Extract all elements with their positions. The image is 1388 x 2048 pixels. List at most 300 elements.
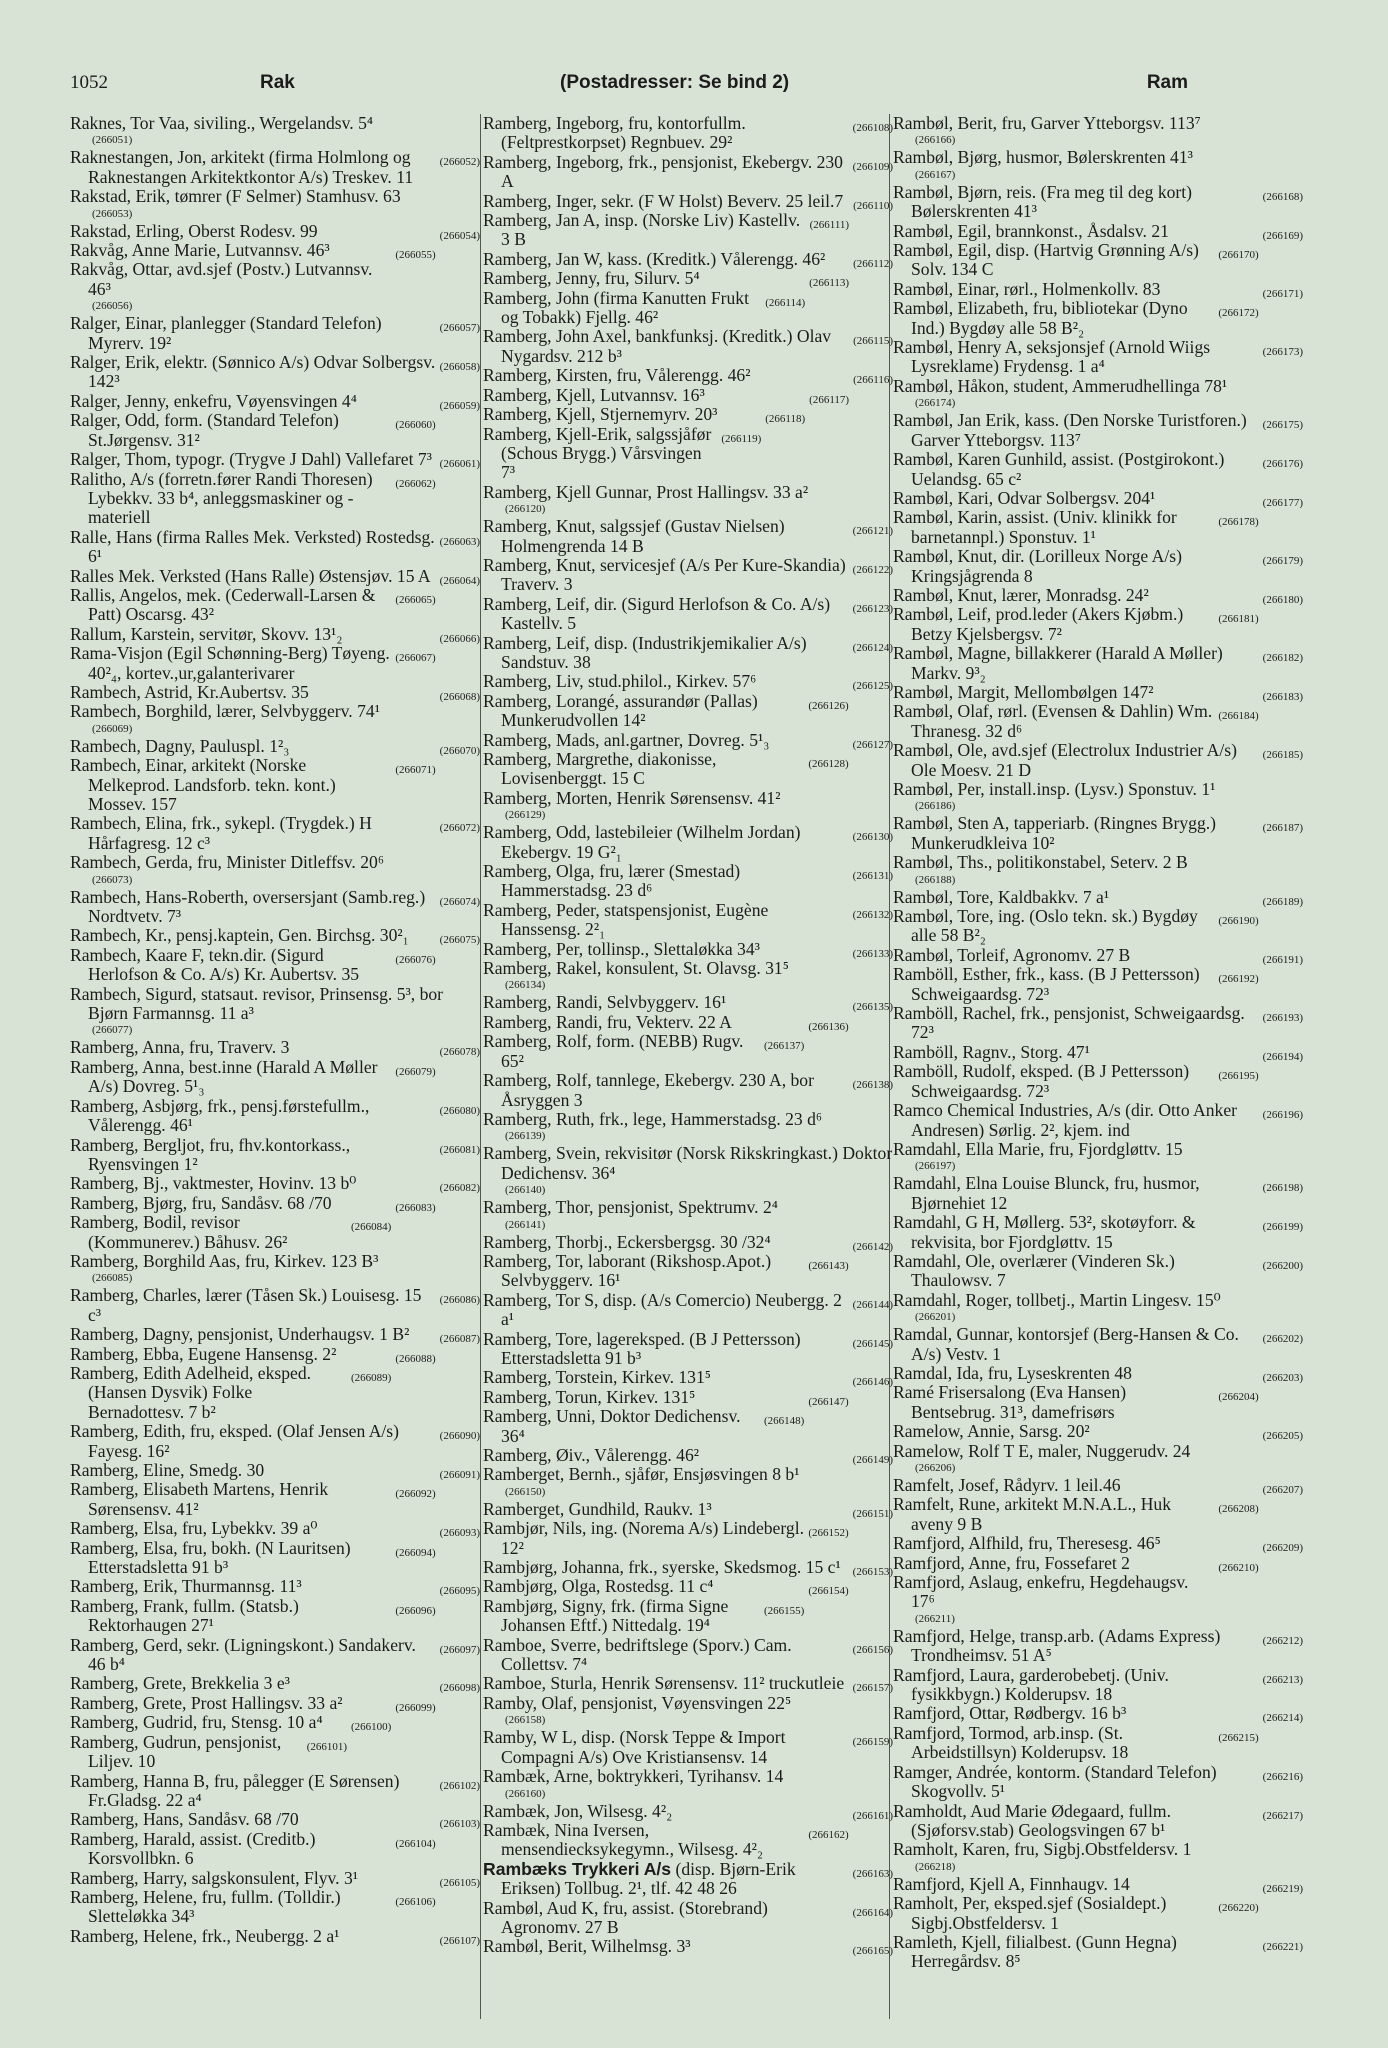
entry-phone-number: (266216) <box>1262 1770 1303 1783</box>
directory-entry <box>893 222 1303 241</box>
directory-entry <box>70 241 480 260</box>
entry-text: Ramfelt, Rune, arkitekt M.N.A.L., Huk aveny 9 B <box>893 1494 1172 1534</box>
directory-entry <box>893 1252 1303 1291</box>
directory-entry <box>893 702 1303 741</box>
entry-text: Ramger, Andrée, kontorm. (Standard Telefon) Skogvollv. 5¹ <box>893 1761 1217 1802</box>
entry-text: Ramberg, Hans, Sandåsv. 68 /70 <box>70 1809 299 1830</box>
entry-text: Rambøl, Magne, billakkerer (Harald A Møller) Markv. 9³₂ <box>893 643 1223 683</box>
directory-entry <box>483 993 893 1012</box>
entry-text: Ramby, W L, disp. (Norsk Teppe & Import Compagni A/s) Ove Kristiansensv. 14 <box>483 1727 786 1767</box>
entry-text: Ramberg, Mads, anl.gartner, Dovreg. 5¹₃ <box>483 729 770 750</box>
directory-entry <box>893 547 1303 586</box>
entry-text: Ramdahl, Ella Marie, fru, Fjordgløttv. 15 <box>893 1138 1183 1159</box>
entry-phone-number: (266058) <box>439 361 480 374</box>
entry-text: Ramberg, Jan A, insp. (Norske Liv) Kastellv. 3 B <box>483 210 801 250</box>
directory-entry <box>893 148 1303 182</box>
entry-text: Ramberg, Ingeborg, frk., pensjonist, Ekebergv. 230 A <box>483 151 843 192</box>
directory-entry <box>483 1388 893 1407</box>
directory-entry <box>70 853 480 887</box>
directory-entry <box>70 985 480 1039</box>
entry-phone-number: (266158) <box>505 1714 546 1727</box>
entry-text: Rambøl, Knut, dir. (Lorilleux Norge A/s) Kringsjågrenda 8 <box>893 546 1182 586</box>
entry-text: Ramboe, Sturla, Henrik Sørensensv. 11² truckutleie <box>483 1673 845 1694</box>
directory-entry <box>893 508 1303 547</box>
entry-phone-number: (266077) <box>92 1024 133 1037</box>
entry-phone-number: (266122) <box>852 563 893 576</box>
entry-phone-number: (266169) <box>1262 229 1303 242</box>
entry-phone-number: (266139) <box>505 1130 546 1143</box>
directory-entry <box>893 183 1303 222</box>
entry-text: Rambøl, Bjørg, husmor, Bølerskrenten 41³ <box>893 147 1193 168</box>
entry-phone-number: (266100) <box>351 1721 392 1734</box>
directory-entry <box>70 625 480 644</box>
directory-entry <box>893 780 1303 814</box>
directory-entry <box>70 1597 480 1636</box>
entry-phone-number: (266092) <box>395 1488 436 1501</box>
entry-text: Ramböll, Rudolf, eksped. (B J Pettersson) Schweigaardsg. 72³ <box>893 1061 1190 1101</box>
directory-entry <box>893 299 1303 338</box>
entry-text: Rambjørg, Olga, Rostedsg. 11 c⁴ <box>483 1576 714 1597</box>
entry-text: Ramberg, Frank, fullm. (Statsb.) Rektorhaugen 27¹ <box>70 1595 299 1636</box>
directory-entry <box>483 1291 893 1330</box>
directory-entry <box>483 289 893 328</box>
entry-phone-number: (266110) <box>853 199 893 212</box>
entry-phone-number: (266095) <box>439 1585 480 1598</box>
entry-text: Ramberg, Kjell-Erik, salgssjåfør (Schous Brygg.) Vårsvingen 7³ <box>483 423 712 483</box>
entry-phone-number: (266109) <box>852 160 893 173</box>
directory-entry <box>893 644 1303 683</box>
entry-phone-number: (266087) <box>439 1333 480 1346</box>
entry-phone-number: (266072) <box>439 822 480 835</box>
entry-text: Ramdahl, Elna Louise Blunck, fru, husmor, Bjørnehiet 12 <box>893 1173 1200 1213</box>
entry-text: Ramberg, Gerd, sekr. (Ligningskont.) Sandakerv. 46 b⁴ <box>70 1634 416 1675</box>
entry-phone-number: (266171) <box>1262 287 1303 300</box>
entry-text: Ramé Frisersalong (Eva Hansen) Bentsebrug. 31³, damefrisørs <box>893 1382 1127 1422</box>
entry-text: Ramberg, Helene, fru, fullm. (Tolldir.) Sletteløkka 34³ <box>70 1886 341 1927</box>
entry-text: Rambøl, Einar, rørl., Holmenkollv. 83 <box>893 278 1161 299</box>
directory-entry <box>70 1539 480 1578</box>
entry-phone-number: (266187) <box>1262 822 1303 835</box>
entry-phone-number: (266149) <box>852 1454 893 1466</box>
entry-text: Rambech, Dagny, Pauluspl. 1²₃ <box>70 735 290 756</box>
entry-text: Ramberg, Anna, best.inne (Harald A Møller A/s) Dovreg. 5¹₃ <box>70 1056 378 1097</box>
directory-entry <box>70 1869 480 1888</box>
entry-phone-number: (266070) <box>439 744 480 757</box>
directory-entry <box>893 1802 1303 1841</box>
entry-text: Rambøl, Aud K, fru, assist. (Storebrand) Agronomv. 27 B <box>483 1897 768 1937</box>
entry-phone-number: (266069) <box>92 722 133 735</box>
entry-text: Rambøl, Knut, lærer, Monradsg. 24² <box>893 584 1149 605</box>
directory-entry <box>70 222 480 241</box>
entry-text: Ramberg, Randi, Selvbyggerv. 16¹ <box>483 992 727 1013</box>
directory-entry <box>70 528 480 567</box>
entry-text: Ramberg, Asbjørg, frk., pensj.førstefullm., Vålerengg. 46¹ <box>70 1095 370 1136</box>
directory-entry <box>893 683 1303 702</box>
entry-phone-number: (266188) <box>915 873 956 886</box>
entry-text: Ralle, Hans (firma Ralles Mek. Verksted) Rostedsg. 6¹ <box>70 526 435 567</box>
directory-entry <box>893 946 1303 965</box>
entry-text: Ralger, Jenny, enkefru, Vøyensvingen 4⁴ <box>70 390 357 411</box>
entry-text: Ralles Mek. Verksted (Hans Ralle) Østensjøv. 15 A <box>70 565 431 586</box>
entry-text: Ramberg, Elsa, fru, bokh. (N Lauritsen) Etterstadsletta 91 b³ <box>70 1537 351 1578</box>
entry-text: Rallum, Karstein, servitør, Skovv. 13¹₂ <box>70 623 343 644</box>
entry-phone-number: (266186) <box>915 800 956 813</box>
entry-text: Rambøl, Per, install.insp. (Lysv.) Sponstuv. 1¹ <box>893 779 1216 799</box>
entry-text: Ramfjord, Ottar, Rødbergv. 16 b³ <box>893 1703 1127 1724</box>
entry-phone-number: (266137) <box>764 1040 805 1053</box>
entry-phone-number: (266160) <box>505 1787 546 1800</box>
entry-text: Ramberg, Bj., vaktmester, Hovinv. 13 b⁰ <box>70 1173 357 1194</box>
entry-phone-number: (266202) <box>1262 1333 1303 1346</box>
entry-phone-number: (266150) <box>505 1485 546 1498</box>
entry-phone-number: (266193) <box>1262 1012 1303 1025</box>
directory-entry <box>70 411 480 450</box>
entry-phone-number: (266102) <box>439 1779 480 1792</box>
column-divider <box>480 114 481 2019</box>
entry-phone-number: (266054) <box>439 229 480 242</box>
directory-entry <box>70 1713 480 1732</box>
entry-text: Rambøl, Berit, fru, Garver Ytteborgsv. 113⁷ <box>893 114 1201 133</box>
entry-phone-number: (266098) <box>439 1682 480 1695</box>
directory-entry <box>70 1286 480 1325</box>
entry-phone-number: (266106) <box>395 1895 436 1908</box>
entry-text: Ramberg, Elisabeth Martens, Henrik Sørensensv. 41² <box>70 1479 329 1519</box>
entry-phone-number: (266108) <box>852 122 893 134</box>
entry-phone-number: (266182) <box>1262 652 1303 665</box>
entry-text: Ramberg, Helene, frk., Neubergg. 2 a¹ <box>70 1925 340 1946</box>
directory-entry <box>893 814 1303 853</box>
entry-text: Ramberg, Harry, salgskonsulent, Flyv. 3¹ <box>70 1867 359 1888</box>
directory-entry <box>483 483 893 517</box>
directory-entry <box>483 1198 893 1232</box>
entry-phone-number: (266142) <box>852 1240 893 1253</box>
entry-phone-number: (266199) <box>1262 1221 1303 1234</box>
entry-phone-number: (266132) <box>852 908 893 921</box>
entry-text: Rambech, Sigurd, statsaut. revisor, Prinsensg. 5³, bor Bjørn Farmannsg. 11 a³ <box>70 983 444 1024</box>
directory-entry <box>70 1674 480 1693</box>
entry-text: Rambøl, Jan Erik, kass. (Den Norske Turistforen.) Garver Ytteborgsv. 113⁷ <box>893 410 1247 450</box>
entry-phone-number: (266155) <box>764 1604 805 1617</box>
entry-text: Ramberg, Ingeborg, fru, kontorfullm. (Feltprestkorpset) Regnbuev. 29² <box>483 114 746 153</box>
entry-text: Ramberg, Rolf, tannlege, Ekebergv. 230 A, bor Åsryggen 3 <box>483 1070 814 1110</box>
entry-phone-number: (266159) <box>852 1736 893 1749</box>
directory-entry <box>70 586 480 625</box>
entry-text: Rambech, Astrid, Kr.Aubertsv. 35 <box>70 681 309 702</box>
directory-entry <box>483 1899 893 1938</box>
directory-entry <box>70 187 480 221</box>
directory-entry <box>483 211 893 250</box>
directory-entry <box>483 731 893 750</box>
directory-entry <box>893 1043 1303 1062</box>
directory-entry <box>483 1860 893 1899</box>
entry-phone-number: (266152) <box>808 1527 849 1540</box>
directory-entry <box>893 450 1303 489</box>
entry-text: Ramberg, Bergljot, fru, fhv.kontorkass., Ryensvingen 1² <box>70 1134 351 1174</box>
directory-column-3 <box>893 114 1303 2019</box>
entry-text: Ramdal, Ida, fru, Lyseskrenten 48 <box>893 1362 1132 1383</box>
entry-text: Ramberg, Morten, Henrik Sørensensv. 41² <box>483 787 781 808</box>
entry-phone-number: (266218) <box>915 1860 956 1873</box>
entry-phone-number: (266178) <box>1218 516 1259 529</box>
directory-entry <box>483 901 893 940</box>
directory-entry <box>893 1933 1303 1972</box>
entry-phone-number: (266067) <box>395 652 436 665</box>
entry-text: Rambøl, Egil, disp. (Hartvig Grønning A/s) Solv. 134 C <box>893 240 1199 280</box>
directory-entry <box>483 862 893 901</box>
directory-entry <box>893 1627 1303 1666</box>
entry-phone-number: (266145) <box>852 1337 893 1350</box>
entry-phone-number: (266184) <box>1218 710 1259 723</box>
entry-text: Ramberg, Eline, Smedg. 30 <box>70 1460 265 1480</box>
entry-phone-number: (266147) <box>808 1395 849 1408</box>
entry-phone-number: (266125) <box>852 680 893 693</box>
entry-phone-number: (266210) <box>1218 1561 1259 1574</box>
entry-phone-number: (266176) <box>1262 458 1303 471</box>
directory-entry <box>483 959 893 993</box>
entry-phone-number: (266167) <box>915 168 956 181</box>
entry-phone-number: (266165) <box>852 1945 893 1958</box>
directory-entry <box>893 1534 1303 1553</box>
directory-entry <box>483 114 893 153</box>
directory-entry <box>483 327 893 366</box>
directory-entry <box>483 1500 893 1519</box>
directory-entry <box>70 1252 480 1286</box>
entry-text: Ramberg, Kirsten, fru, Vålerengg. 46² <box>483 365 751 386</box>
directory-entry <box>483 1330 893 1369</box>
entry-text: Ramberg, Randi, fru, Vekterv. 22 A <box>483 1011 732 1032</box>
entry-phone-number: (266207) <box>1262 1484 1303 1496</box>
entry-phone-number: (266205) <box>1262 1430 1303 1443</box>
directory-entry <box>70 1136 480 1175</box>
entry-phone-number: (266208) <box>1218 1503 1259 1516</box>
entry-phone-number: (266221) <box>1262 1940 1303 1953</box>
entry-phone-number: (266065) <box>395 593 436 606</box>
entry-phone-number: (266084) <box>351 1221 392 1234</box>
entry-text: Rakstad, Erling, Oberst Rodesv. 99 <box>70 220 318 241</box>
entry-phone-number: (266063) <box>439 535 480 548</box>
entry-phone-number: (266220) <box>1218 1902 1259 1915</box>
directory-entry <box>70 1927 480 1946</box>
entry-phone-number: (266131) <box>852 870 893 883</box>
entry-text: Rama-Visjon (Egil Schønning-Berg) Tøyeng. 40²₄, kortev.,ur,galanterivarer <box>70 643 390 683</box>
entry-phone-number: (266206) <box>915 1462 956 1474</box>
entry-text: Ramberg, Hanna B, fru, pålegger (E Sørensen) Fr.Gladsg. 22 a⁴ <box>70 1770 400 1810</box>
entry-phone-number: (266214) <box>1262 1712 1303 1725</box>
entry-phone-number: (266203) <box>1262 1371 1303 1384</box>
entry-phone-number: (266074) <box>439 895 480 908</box>
entry-text: Ramberg, Lorangé, assurandør (Pallas) Munkerudvollen 14² <box>483 690 758 731</box>
entry-phone-number: (266091) <box>439 1469 480 1481</box>
entry-phone-number: (266073) <box>92 873 133 886</box>
entry-text: Rambøl, Margit, Mellombølgen 147² <box>893 681 1154 702</box>
directory-entry <box>70 114 480 148</box>
entry-phone-number: (266118) <box>765 413 806 426</box>
entry-phone-number: (266153) <box>852 1566 893 1579</box>
directory-entry <box>483 1407 893 1446</box>
entry-text: Ramfelt, Josef, Rådyrv. 1 leil.46 <box>893 1475 1121 1495</box>
entry-text: Ramholt, Karen, fru, Sigbj.Obstfeldersv. 1 <box>893 1839 1192 1860</box>
entry-phone-number: (266179) <box>1262 555 1303 568</box>
directory-entry <box>70 1519 480 1538</box>
entry-text: Ramberg, Gudrun, pensjonist, Liljev. 10 <box>70 1731 282 1772</box>
directory-entry <box>70 814 480 853</box>
directory-entry <box>70 450 480 469</box>
entry-phone-number: (266086) <box>439 1294 480 1307</box>
entry-text: Ramberg, Peder, statspensjonist, Eugène Hanssensg. 2²₁ <box>483 899 769 940</box>
entry-text: Rambæks Trykkeri A/s (disp. Bjørn-Erik Eriksen) Tollbug. 2¹, tlf. 42 48 26 <box>483 1858 796 1899</box>
entry-phone-number: (266128) <box>808 758 849 770</box>
entry-phone-number: (266112) <box>853 257 893 270</box>
directory-entry <box>893 888 1303 907</box>
entry-phone-number: (266094) <box>395 1546 436 1559</box>
entry-phone-number: (266103) <box>439 1818 480 1831</box>
entry-phone-number: (266174) <box>915 397 956 410</box>
directory-entry <box>893 1763 1303 1802</box>
directory-entry <box>483 1694 893 1728</box>
directory-entry <box>483 1071 893 1110</box>
entry-phone-number: (266061) <box>439 458 480 471</box>
entry-text: Ralitho, A/s (forretn.fører Randi Thoresen) Lybekkv. 33 b⁴, anleggsmaskiner og -materiell <box>70 468 373 528</box>
directory-entry <box>483 1252 893 1291</box>
entry-text: Rambøl, Håkon, student, Ammerudhellinga 78¹ <box>893 375 1228 396</box>
entry-text: Ramberg, John (firma Kanutten Frukt og Tobakk) Fjellg. 46² <box>483 287 749 328</box>
entry-text: Rambech, Borghild, lærer, Selvbyggerv. 74¹ <box>70 701 380 722</box>
entry-phone-number: (266166) <box>915 134 956 147</box>
entry-text: Ramfjord, Tormod, arb.insp. (St. Arbeidstillsyn) Kolderupsv. 18 <box>893 1722 1129 1763</box>
entry-phone-number: (266104) <box>395 1837 436 1850</box>
entry-text: Ramdahl, Roger, tollbetj., Martin Lingesv. 15⁰ <box>893 1289 1221 1310</box>
entry-text: Ramberg, Olga, fru, lærer (Smestad) Hammerstadsg. 23 d⁶ <box>483 861 741 901</box>
entry-phone-number: (266123) <box>852 602 893 615</box>
entry-text: Ralger, Einar, planlegger (Standard Telefon) Myrerv. 19² <box>70 313 382 353</box>
entry-text: Rambjør, Nils, ing. (Norema A/s) Lindebergl. 12² <box>483 1518 804 1558</box>
directory-entry <box>483 1597 893 1636</box>
directory-entry <box>893 1573 1303 1627</box>
entry-phone-number: (266081) <box>439 1143 480 1156</box>
entry-text: Ramelow, Annie, Sarsg. 20² <box>893 1421 1090 1442</box>
directory-entry <box>893 853 1303 887</box>
entry-phone-number: (266105) <box>439 1876 480 1889</box>
entry-phone-number: (266115) <box>853 335 893 348</box>
entry-phone-number: (266113) <box>809 277 850 290</box>
entry-phone-number: (266198) <box>1262 1182 1303 1195</box>
entry-phone-number: (266140) <box>505 1184 546 1197</box>
entry-phone-number: (266191) <box>1262 953 1303 966</box>
entry-text: Ramboe, Sverre, bedriftslege (Sporv.) Cam. Collettsv. 7⁴ <box>483 1634 792 1675</box>
directory-entry <box>483 634 893 673</box>
entry-text: Ramholt, Per, eksped.sjef (Sosialdept.) Sigbj.Obstfeldersv. 1 <box>893 1893 1167 1933</box>
directory-entry <box>893 1325 1303 1364</box>
entry-text: Ramberg, Edith, fru, eksped. (Olaf Jensen A/s) Fayesg. 16² <box>70 1421 399 1461</box>
entry-phone-number: (266056) <box>92 300 133 313</box>
directory-entry <box>483 789 893 823</box>
entry-text: Ramberg, Kjell Gunnar, Prost Hallingsv. 33 a² <box>483 481 809 502</box>
directory-entry <box>483 1937 893 1956</box>
directory-entry <box>70 888 480 927</box>
directory-entry <box>893 1213 1303 1252</box>
entry-text: Ramfjord, Laura, garderobebetj. (Univ. fysikkbygn.) Kolderupsv. 18 <box>893 1664 1169 1705</box>
directory-entry <box>483 823 893 862</box>
entry-text: Rambjørg, Signy, frk. (firma Signe Johansen Eftf.) Nittedalg. 19⁴ <box>483 1595 729 1636</box>
entry-phone-number: (266138) <box>852 1079 893 1092</box>
entry-phone-number: (266148) <box>764 1415 805 1428</box>
directory-entry <box>483 1032 893 1071</box>
entry-phone-number: (266143) <box>808 1259 849 1272</box>
directory-entry <box>483 1558 893 1577</box>
entry-text: Rambech, Kaare F, tekn.dir. (Sigurd Herlofson & Co. A/s) Kr. Aubertsv. 35 <box>70 944 360 985</box>
entry-text: Raknes, Tor Vaa, siviling., Wergelandsv. 5⁴ <box>70 114 374 133</box>
entry-text: Ramberg, Rakel, konsulent, St. Olavsg. 31⁵ <box>483 958 789 979</box>
entry-phone-number: (266078) <box>439 1046 480 1059</box>
directory-entry <box>893 1840 1303 1874</box>
directory-entry <box>893 907 1303 946</box>
directory-entry <box>893 1004 1303 1043</box>
directory-entry <box>70 392 480 411</box>
directory-entry <box>483 1519 893 1558</box>
entry-text: Ramböll, Esther, frk., kass. (B J Pettersson) Schweigaardsg. 72³ <box>893 964 1200 1004</box>
directory-entry <box>70 1194 480 1213</box>
entry-phone-number: (266180) <box>1262 593 1303 606</box>
entry-phone-number: (266209) <box>1262 1542 1303 1555</box>
entry-text: Ramdahl, G H, Møllerg. 53², skotøyforr. & rekvisita, bor Fjordgløttv. 15 <box>893 1212 1196 1252</box>
directory-entry <box>70 1810 480 1829</box>
entry-phone-number: (266093) <box>439 1527 480 1540</box>
entry-phone-number: (266213) <box>1262 1673 1303 1686</box>
entry-text: Rakstad, Erik, tømrer (F Selmer) Stamhusv. 63 <box>70 186 401 207</box>
directory-entry <box>70 702 480 736</box>
entry-phone-number: (266055) <box>395 249 436 262</box>
directory-entry <box>893 1383 1303 1422</box>
entry-text: Ramfjord, Helge, transp.arb. (Adams Express) Trondheimsv. 51 A⁵ <box>893 1625 1221 1666</box>
entry-phone-number: (266079) <box>395 1065 436 1078</box>
directory-entry <box>893 280 1303 299</box>
entry-text: Ramholdt, Aud Marie Ødegaard, fullm. (Sjøforsv.stab) Geologsvingen 67 b¹ <box>893 1800 1172 1840</box>
entry-phone-number: (266075) <box>439 934 480 947</box>
entry-text: Rakvåg, Anne Marie, Lutvannsv. 46³ <box>70 240 330 261</box>
entry-phone-number: (266060) <box>395 419 436 432</box>
directory-entry <box>483 1446 893 1465</box>
directory-entry <box>70 1213 480 1252</box>
entry-text: Raknestangen, Jon, arkitekt (firma Holmlong og Raknestangen Arkitektkontor A/s) Treskev. 11 <box>70 147 414 187</box>
entry-text: Rambøl, Leif, prod.leder (Akers Kjøbm.) Betzy Kjelsbergsv. 7² <box>893 604 1184 644</box>
directory-entry <box>483 940 893 959</box>
directory-entry <box>483 1368 893 1387</box>
entry-text: Ramberg, Thorbj., Eckersbergsg. 30 /32⁴ <box>483 1231 771 1252</box>
directory-entry <box>893 1442 1303 1476</box>
directory-entry <box>70 1364 480 1422</box>
entry-phone-number: (266066) <box>439 632 480 645</box>
entry-phone-number: (266085) <box>92 1272 133 1285</box>
directory-entry <box>70 353 480 392</box>
entry-text: Ramfjord, Aslaug, enkefru, Hegdehaugsv. 17⁶ <box>893 1572 1189 1612</box>
directory-entry <box>893 241 1303 280</box>
directory-entry <box>483 250 893 269</box>
entry-text: Ramberg, Elsa, fru, Lybekkv. 39 a⁰ <box>70 1518 318 1539</box>
entry-text: Rambech, Elina, frk., sykepl. (Trygdek.) H Hårfagresg. 12 c³ <box>70 813 372 853</box>
entry-text: Ramberg, Anna, fru, Traverv. 3 <box>70 1037 290 1058</box>
entry-text: Ramberg, Bodil, revisor (Kommunerev.) Båhusv. 26² <box>70 1212 288 1252</box>
directory-entry <box>483 692 893 731</box>
directory-entry <box>70 926 480 945</box>
entry-text: Ramberg, Harald, assist. (Creditb.) Korsvollbkn. 6 <box>70 1828 316 1869</box>
entry-phone-number: (266076) <box>395 953 436 966</box>
directory-entry <box>70 1694 480 1713</box>
entry-phone-number: (266107) <box>439 1934 480 1947</box>
entry-phone-number: (266130) <box>852 831 893 844</box>
entry-text: Ramberg, Jan W, kass. (Kreditk.) Vålerengg. 46² <box>483 248 826 269</box>
entry-phone-number: (266195) <box>1218 1070 1259 1083</box>
entry-text: Ramberg, Unni, Doktor Dedichensv. 36⁴ <box>483 1406 741 1446</box>
